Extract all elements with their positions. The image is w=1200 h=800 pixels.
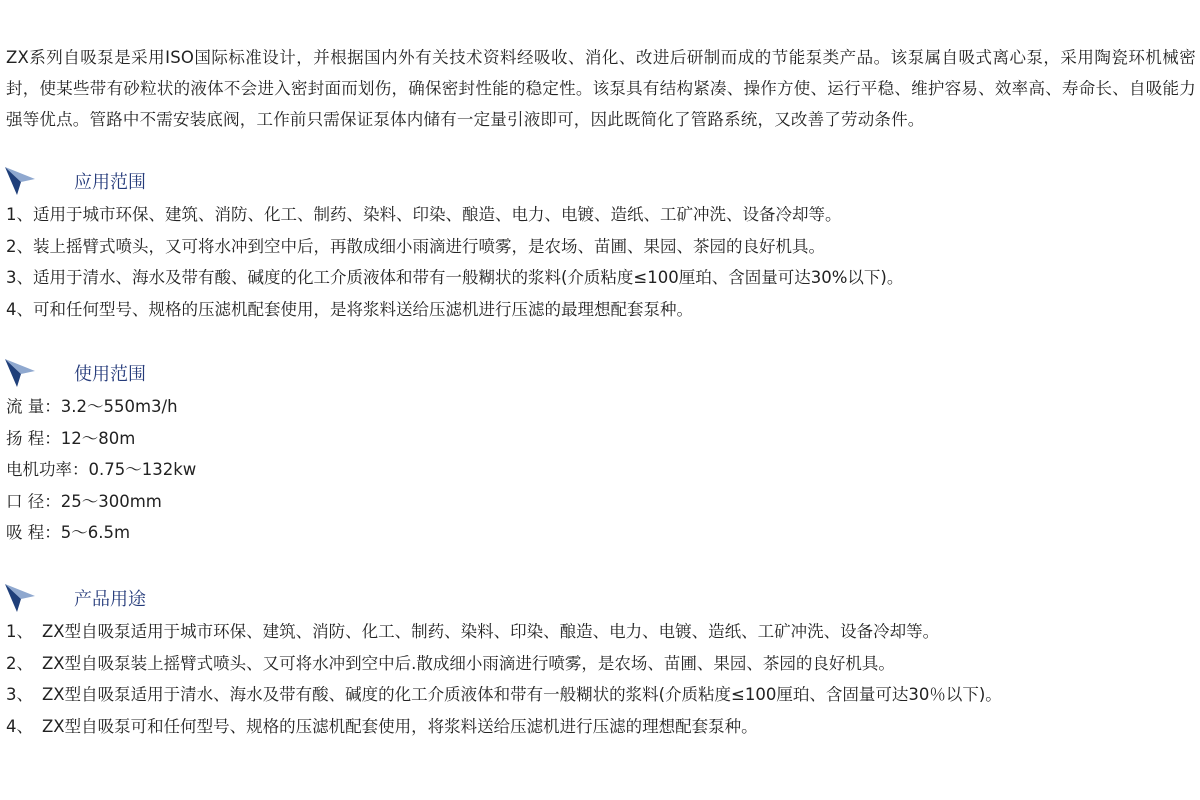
list-item-number: 4、	[6, 716, 33, 736]
list-item-number: 1、	[6, 622, 33, 641]
spec-item-flow: 流 量：3.2～550m3/h	[6, 397, 178, 416]
list-item	[6, 711, 1002, 743]
arrow-pointer-icon	[4, 166, 36, 196]
list-item: 3、适用于清水、海水及带有酸、碱度的化工介质液体和带有一般糊状的浆料(介质粘度≤100厘珀、含固量可达30%以下)。	[6, 268, 904, 287]
list-item	[6, 648, 1002, 680]
arrow-pointer-icon	[4, 358, 36, 388]
list-item: 4、可和任何型号、规格的压滤机配套使用，是将浆料送给压滤机进行压滤的最理想配套泵种。	[6, 299, 693, 319]
section-heading-usage	[4, 358, 146, 388]
list-item: 1、适用于城市环保、建筑、消防、化工、制药、染料、印染、酿造、电力、电镀、造纸、工矿冲洗、设备冷却等。	[6, 205, 842, 224]
list-item-text: ZX型自吸泵装上摇臂式喷头、又可将水冲到空中后.散成细小雨滴进行喷雾，是农场、苗圃、果园、茶园的良好机具。	[42, 653, 895, 673]
section-heading-application	[4, 166, 146, 196]
intro-paragraph: ZX系列自吸泵是采用ISO国际标准设计，并根据国内外有关技术资料经吸收、消化、改进后研制而成的节能泵类产品。该泵属自吸式离心泵，采用陶瓷环机械密封，使某些带有砂粒状的液体不会进入密封面而划伤，确保密封性能的稳定性。该泵具有结构紧凑、操作方使、运行平稳、维护容易、效率高、寿命长、自吸能力强等优点。管路中不需安装底阀，工作前只需保证泵体内储有一定量引液即可，因此既简化了管路系统，又改善了劳动条件。	[6, 48, 1196, 129]
list-item-text: ZX型自吸泵适用于城市环保、建筑、消防、化工、制药、染料、印染、酿造、电力、电镀、造纸、工矿冲洗、设备冷却等。	[42, 622, 940, 641]
section-title: 使用范围	[74, 364, 146, 385]
spec-item-suction-lift: 吸 程：5～6.5m	[6, 523, 131, 542]
section-title: 应用范围	[74, 172, 146, 193]
application-list	[6, 199, 903, 325]
arrow-pointer-icon	[4, 583, 36, 613]
spec-item-motor-power: 电机功率：0.75～132kw	[6, 460, 197, 479]
list-item-text: ZX型自吸泵可和任何型号、规格的压滤机配套使用，将浆料送给压滤机进行压滤的理想配套泵种。	[42, 716, 758, 736]
section-heading-product-use	[4, 583, 146, 613]
list-item-number: 2、	[6, 653, 33, 673]
spec-item-head: 扬 程：12～80m	[6, 428, 136, 448]
section-title: 产品用途	[74, 589, 146, 610]
product-use-list	[6, 616, 1002, 742]
usage-spec-list	[6, 391, 196, 549]
list-item: 2、装上摇臂式喷头，又可将水冲到空中后，再散成细小雨滴进行喷雾，是农场、苗圃、果园、茶园的良好机具。	[6, 236, 825, 256]
list-item	[6, 679, 1002, 711]
list-item	[6, 616, 1002, 648]
list-item-number: 3、	[6, 685, 33, 704]
list-item-text: ZX型自吸泵适用于清水、海水及带有酸、碱度的化工介质液体和带有一般糊状的浆料(介质粘度≤100厘珀、含固量可达30％以下)。	[42, 685, 1002, 704]
spec-item-diameter: 口 径：25～300mm	[6, 491, 162, 511]
